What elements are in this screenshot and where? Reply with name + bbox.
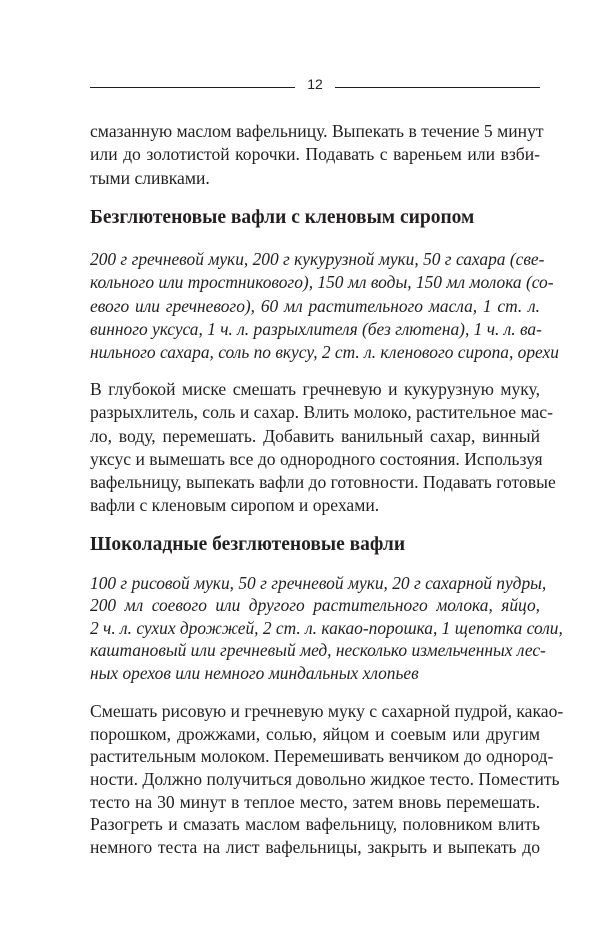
- text-line: 200 г гречневой муки, 200 г кукурузной муки, 50 г сахара (све-: [90, 249, 545, 269]
- text-line: каштановый или гречневый мед, несколько измельченных лес-: [90, 640, 546, 661]
- ingredients-chocolate-waffles: [90, 572, 563, 684]
- text-line: 2 ч. л. сухих дрожжей, 2 ст. л. какао-порошка, 1 щепотка соли,: [90, 617, 563, 638]
- text-line: винного уксуса, 1 ч. л. разрыхлителя (без глютена), 1 ч. л. ва-: [90, 318, 542, 339]
- text-line: уксус и вымешать все до однородного состояния. Используя: [90, 448, 543, 469]
- instructions-chocolate-waffles: [90, 700, 564, 859]
- running-header: [90, 76, 540, 96]
- text-line: вафельницу, выпекать вафли до готовности. Подавать готовые: [90, 472, 556, 493]
- text-line: Разогреть и смазать маслом вафельницу, половником влить: [90, 814, 540, 835]
- text-line: или до золотистой корочки. Подавать с вареньем или взби-: [90, 144, 540, 165]
- text-line: евого или гречневого), 60 мл растительного масла, 1 ст. л.: [90, 295, 540, 316]
- text-line: кольного или тростникового), 150 мл воды, 150 мл молока (со-: [90, 272, 554, 293]
- text-line: В глубокой миске смешать гречневую и кукурузную муку,: [90, 379, 540, 399]
- recipe-title-chocolate-waffles: Шоколадные безглютеновые вафли: [90, 534, 406, 555]
- text-line: разрыхлитель, соль и сахар. Влить молоко, растительное мас-: [90, 402, 553, 423]
- text-line: Смешать рисовую и гречневую муку с сахарной пудрой, какао-: [90, 701, 564, 721]
- page-number: 12: [307, 76, 323, 92]
- paragraph-intro: [90, 120, 544, 190]
- text-line: порошком, дрожжами, солью, яйцом и соевым или другим: [90, 723, 540, 744]
- text-line: нильного сахара, соль по вкусу, 2 ст. л. кленового сиропа, орехи: [90, 342, 559, 363]
- text-line: смазанную маслом вафельницу. Выпекать в течение 5 минут: [90, 121, 544, 141]
- header-rule-right: [335, 87, 540, 88]
- instructions-maple-waffles: [90, 378, 556, 518]
- text-line: ло, воду, перемешать. Добавить ванильный сахар, винный: [90, 425, 540, 446]
- text-line: растительным молоком. Перемешивать венчиком до однород-: [90, 746, 554, 767]
- text-line: ности. Должно получиться довольно жидкое тесто. Поместить: [90, 769, 560, 790]
- ingredients-maple-waffles: [90, 248, 559, 364]
- recipe-title-maple-waffles: Безглютеновые вафли с кленовым сиропом: [90, 207, 475, 228]
- text-line: тыми сливками.: [90, 167, 210, 188]
- text-line: ных орехов или немного миндальных хлопьев: [90, 662, 419, 683]
- text-line: 200 мл соевого или другого растительного молока, яйцо,: [90, 595, 540, 616]
- text-line: тесто на 30 минут в теплое место, затем вновь перемешать.: [90, 791, 540, 812]
- text-line: немного теста на лист вафельницы, закрыть и выпекать до: [90, 837, 540, 858]
- text-line: вафли с кленовым сиропом и орехами.: [90, 495, 380, 516]
- text-line: 100 г рисовой муки, 50 г гречневой муки, 20 г сахарной пудры,: [90, 573, 547, 593]
